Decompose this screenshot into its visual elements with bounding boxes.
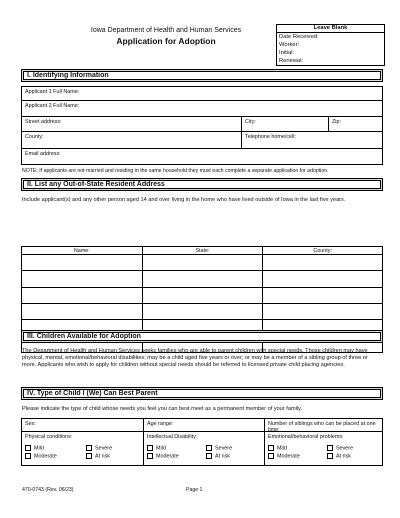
email-field[interactable]: Email address: — [25, 151, 61, 157]
checkbox-icon[interactable] — [25, 445, 31, 451]
section-3-body: The Department of Health and Human Services seeks families who are able to parent children with special needs. Those children may have physical, mental, emotional/behavioral disabilities; may be a child aged five years or over; or may be a member of a sibling group of three or more. Applicants who wish to apply for children without special needs should be referred to licensed private child placing agencies. — [22, 348, 368, 368]
table-cell[interactable] — [22, 271, 143, 287]
table-cell[interactable] — [22, 303, 143, 319]
checkbox-icon[interactable] — [147, 453, 153, 459]
intellectual-disability-label: Intellectual Disability: — [147, 434, 198, 440]
physical-conditions-group — [22, 432, 143, 465]
physical-moderate-option[interactable]: Moderate — [25, 453, 57, 459]
child-type-box — [21, 418, 383, 466]
physical-at-risk-option[interactable]: At risk — [86, 453, 110, 459]
applicant1-field[interactable]: Applicant 1 Full Name: — [22, 87, 382, 101]
emotional-at-risk-option[interactable]: At risk — [327, 453, 351, 459]
emotional-severe-option[interactable]: Severe — [327, 445, 353, 451]
table-row — [22, 271, 383, 287]
emotional-behavioral-label: Emotional/behavioral problems: — [268, 434, 344, 440]
table-row — [22, 303, 383, 319]
checkbox-icon[interactable] — [327, 453, 333, 459]
worker-field[interactable]: Worker: — [279, 42, 300, 48]
city-field[interactable]: City: — [241, 117, 256, 131]
table-cell[interactable] — [142, 255, 263, 271]
emotional-moderate-option[interactable]: Moderate — [268, 453, 300, 459]
form-number: 470-0743 (Rev. 06/23) — [22, 487, 74, 493]
table-cell[interactable] — [142, 303, 263, 319]
name-column-header: Name: — [22, 247, 143, 255]
table-row — [22, 287, 383, 303]
table-cell[interactable] — [263, 255, 383, 271]
table-cell[interactable] — [22, 255, 143, 271]
table-row — [22, 255, 383, 271]
date-received-field[interactable]: Date Received: — [279, 34, 319, 40]
telephone-field[interactable]: Telephone home/cell: — [241, 132, 296, 148]
emotional-mild-option[interactable]: Mild — [268, 445, 287, 451]
applicant2-field[interactable]: Applicant 2 Full Name: — [22, 101, 382, 117]
checkbox-icon[interactable] — [327, 445, 333, 451]
identifying-info-box — [21, 86, 383, 165]
agency-name: Iowa Department of Health and Human Services — [90, 27, 242, 34]
checkbox-icon[interactable] — [147, 445, 153, 451]
checkbox-icon[interactable] — [86, 453, 92, 459]
intellectual-moderate-option[interactable]: Moderate — [147, 453, 179, 459]
section-1-header: I. Identifying Information — [21, 69, 383, 82]
checkbox-icon[interactable] — [86, 445, 92, 451]
state-column-header: State: — [142, 247, 263, 255]
intellectual-disability-group — [143, 432, 264, 465]
leave-blank-box — [276, 24, 385, 66]
zip-field[interactable]: Zip: — [328, 117, 341, 131]
section-4-header: IV. Type of Child I (We) Can Best Parent — [21, 387, 383, 400]
section-4-intro: Please indicate the type of child whose needs you feel you can best meet as a permanent member of your family. — [22, 406, 303, 412]
table-cell[interactable] — [22, 287, 143, 303]
checkbox-icon[interactable] — [206, 453, 212, 459]
emotional-behavioral-group — [264, 432, 384, 465]
table-cell[interactable] — [263, 303, 383, 319]
physical-severe-option[interactable]: Severe — [86, 445, 112, 451]
checkbox-icon[interactable] — [206, 445, 212, 451]
physical-mild-option[interactable]: Mild — [25, 445, 44, 451]
table-cell[interactable] — [263, 287, 383, 303]
note-text: NOTE: If applicants are not married and residing in the same household they must each complete a separate application for adoption. — [22, 168, 329, 174]
county-field[interactable]: County: — [25, 134, 44, 140]
street-address-field[interactable]: Street address: — [25, 119, 62, 125]
physical-conditions-label: Physical conditions: — [25, 434, 73, 440]
section-3-header: III. Children Available for Adoption — [21, 330, 383, 343]
form-title: Application for Adoption — [116, 36, 216, 46]
renewal-field[interactable]: Renewal: — [279, 58, 304, 64]
intellectual-severe-option[interactable]: Severe — [206, 445, 232, 451]
intellectual-mild-option[interactable]: Mild — [147, 445, 166, 451]
section-2-intro: Include applicant(s) and any other person aged 14 and over living in the home who have lived outside of Iowa in the last five years. — [22, 197, 346, 203]
checkbox-icon[interactable] — [268, 445, 274, 451]
page-number: Page 1 — [186, 487, 203, 493]
table-cell[interactable] — [142, 271, 263, 287]
section-2-header: II. List any Out-of-State Resident Address — [21, 178, 383, 191]
checkbox-icon[interactable] — [268, 453, 274, 459]
county-column-header: County: — [263, 247, 383, 255]
checkbox-icon[interactable] — [25, 453, 31, 459]
sex-field[interactable]: Sex: — [25, 421, 36, 427]
intellectual-at-risk-option[interactable]: At risk — [206, 453, 230, 459]
age-range-field[interactable]: Age range: — [143, 419, 173, 431]
table-cell[interactable] — [263, 271, 383, 287]
siblings-field[interactable]: Number of siblings who can be placed at one time: — [264, 419, 382, 431]
initial-field[interactable]: Initial: — [279, 50, 295, 56]
table-cell[interactable] — [142, 287, 263, 303]
leave-blank-title: Leave Blank — [277, 25, 384, 33]
